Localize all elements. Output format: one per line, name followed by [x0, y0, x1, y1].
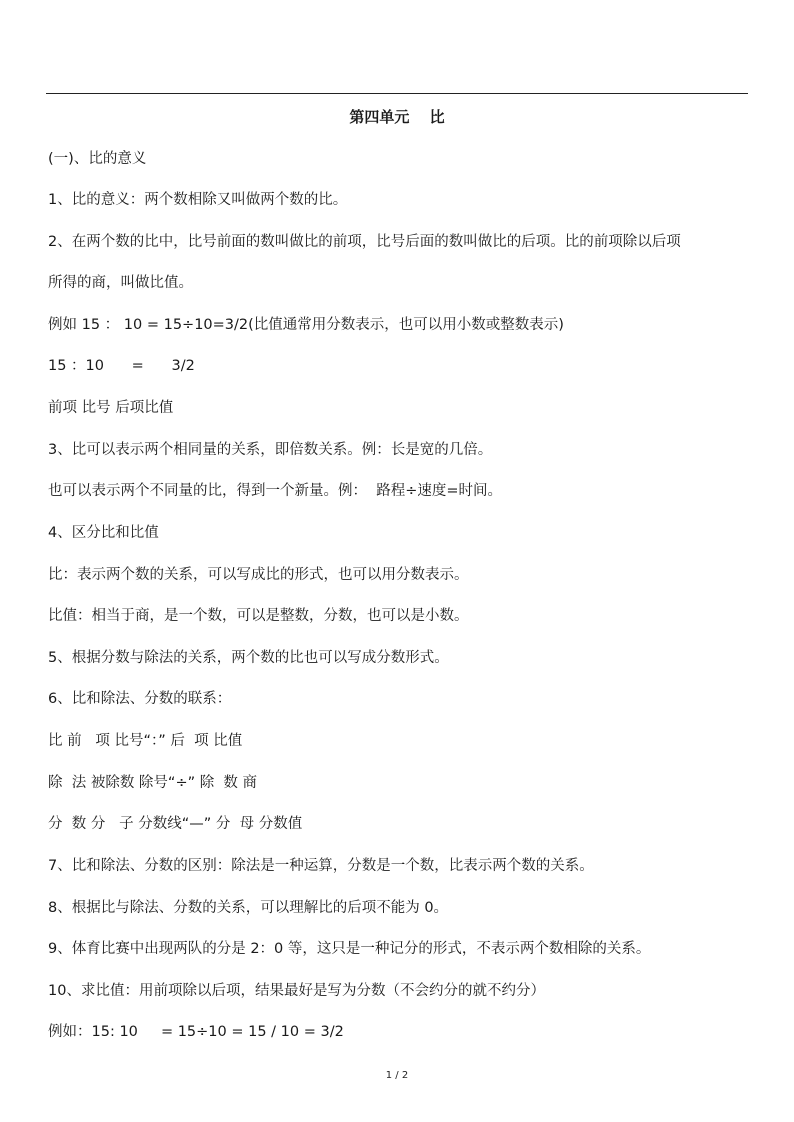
- page-title: 第四单元 比: [349, 108, 445, 126]
- paragraph-line: 也可以表示两个不同量的比，得到一个新量。例： 路程÷速度=时间。: [48, 483, 503, 499]
- paragraph-line: 2、在两个数的比中，比号前面的数叫做比的前项，比号后面的数叫做比的后项。比的前项除以后项: [48, 234, 681, 250]
- paragraph-line: 3、比可以表示两个相同量的关系，即倍数关系。例：长是宽的几倍。: [48, 442, 493, 458]
- section-heading: (一)、比的意义: [48, 151, 147, 167]
- paragraph-line: 15 ：10 = 3/2: [48, 358, 195, 374]
- page-number: 1 / 2: [385, 1070, 409, 1081]
- paragraph-line: 6、比和除法、分数的联系：: [48, 691, 232, 707]
- paragraph-line: 比值：相当于商，是一个数，可以是整数，分数，也可以是小数。: [48, 608, 469, 624]
- paragraph-line: 9、体育比赛中出现两队的分是 2：0 等，这只是一种记分的形式，不表示两个数相除的关系。: [48, 941, 651, 957]
- paragraph-line: 例如：15: 10 = 15÷10 = 15 / 10 = 3/2: [48, 1024, 344, 1040]
- paragraph-line: 10、求比值：用前项除以后项，结果最好是写为分数（不会约分的就不约分）: [48, 983, 545, 999]
- paragraph-line: 1、比的意义：两个数相除又叫做两个数的比。: [48, 192, 348, 208]
- paragraph-line: 4、区分比和比值: [48, 525, 159, 541]
- paragraph-line: 所得的商，叫做比值。: [48, 275, 193, 291]
- paragraph-line: 8、根据比与除法、分数的关系，可以理解比的后项不能为 0。: [48, 900, 449, 916]
- paragraph-line: 例如 15 ： 10 = 15÷10=3/2(比值通常用分数表示，也可以用小数或整数表示): [48, 317, 564, 333]
- paragraph-line: 7、比和除法、分数的区别：除法是一种运算，分数是一个数，比表示两个数的关系。: [48, 858, 594, 874]
- paragraph-line: 除 法 被除数 除号“÷” 除 数 商: [48, 775, 258, 791]
- paragraph-line: 比 前 项 比号“：” 后 项 比值: [48, 733, 243, 749]
- paragraph-line: 分 数 分 子 分数线“—” 分 母 分数值: [48, 816, 303, 832]
- paragraph-line: 前项 比号 后项比值: [48, 400, 174, 416]
- paragraph-line: 比：表示两个数的关系，可以写成比的形式，也可以用分数表示。: [48, 567, 469, 583]
- header-rule: [46, 93, 748, 94]
- paragraph-line: 5、根据分数与除法的关系，两个数的比也可以写成分数形式。: [48, 650, 449, 666]
